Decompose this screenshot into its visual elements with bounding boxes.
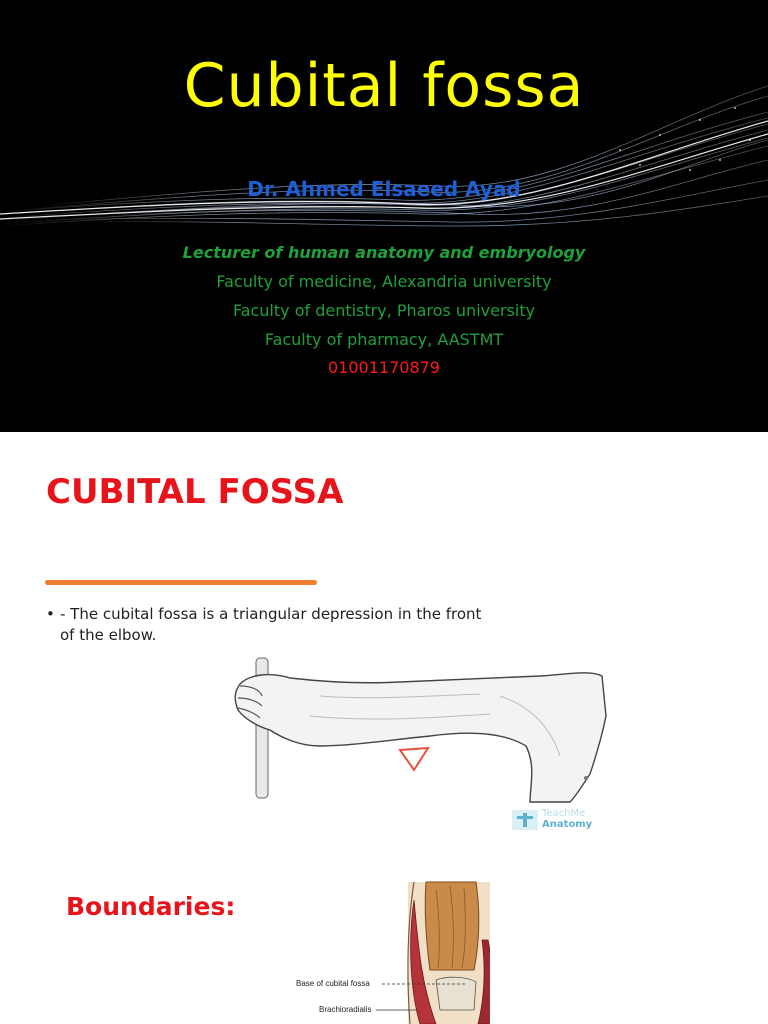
watermark-line2: Anatomy [542, 819, 593, 830]
bullet-item [46, 604, 486, 646]
fossa-marker [400, 748, 428, 770]
section-title: CUBITAL FOSSA [46, 472, 344, 512]
phone-number: 01001170879 [328, 358, 440, 377]
title-slide [0, 0, 768, 432]
affiliation-2: Faculty of dentistry, Pharos university [232, 301, 536, 320]
affiliation-1: Faculty of medicine, Alexandria university [216, 272, 552, 291]
bullet-marker: • [46, 605, 55, 623]
author-role: Lecturer of human anatomy and embryology [182, 243, 586, 262]
content-slide [0, 432, 768, 1024]
watermark-line1: TeachMe [542, 808, 586, 819]
bullet-text: - The cubital fossa is a triangular depression in the front of the elbow. [60, 605, 482, 644]
boundaries-heading: Boundaries: [66, 892, 236, 921]
arm-illustration [230, 656, 610, 811]
title-underline [45, 580, 317, 585]
slide-title: Cubital fossa [183, 51, 585, 121]
label-brachioradialis: Brachioradialis [319, 1005, 372, 1014]
label-base-of-cubital-fossa: Base of cubital fossa [296, 979, 370, 988]
author-name: Dr. Ahmed Elsaeed Ayad [247, 177, 521, 201]
affiliation-3: Faculty of pharmacy, AASTMT [264, 330, 504, 349]
teachme-logo-icon [512, 810, 538, 830]
